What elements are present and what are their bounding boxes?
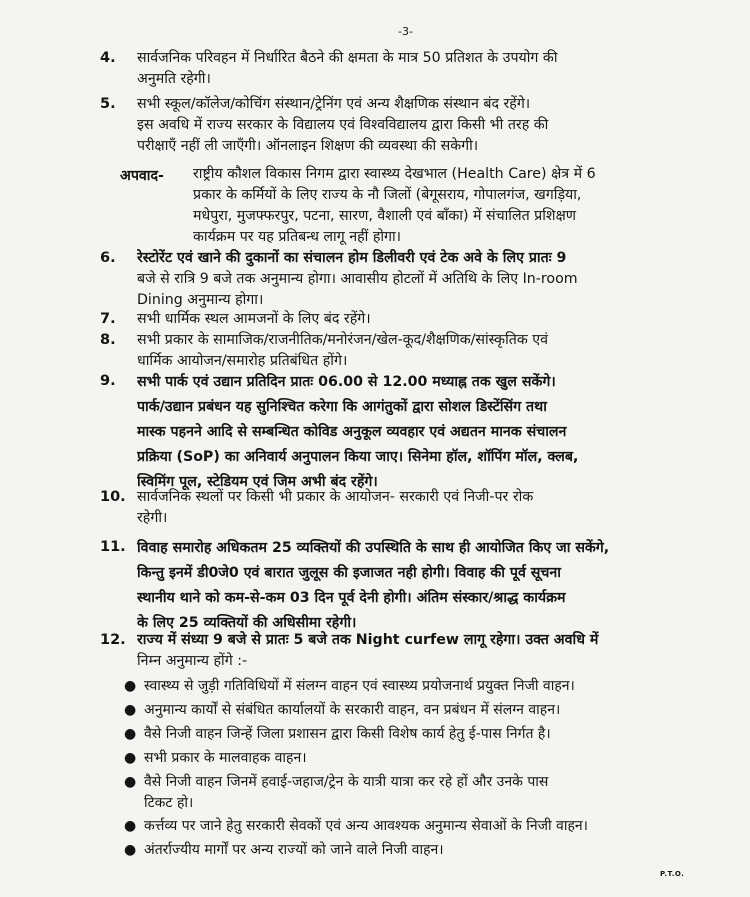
exception-text	[193, 164, 689, 248]
item-number: 11.	[100, 539, 126, 555]
text-line: स्वास्थ्य से जुड़ी गतिविधियों में संलग्न वाहन एवं स्वास्थ्य प्रयोजनार्थ प्रयुक्त निजी वाहन।	[144, 678, 575, 694]
text-line: के लिए 25 व्यक्तियों की अधिसीमा रहेगी।	[137, 615, 357, 631]
item-text	[137, 487, 687, 529]
text-line: सार्वजनिक स्थलों पर किसी भी प्रकार के आयोजन- सरकारी एवं निजी-पर रोक	[137, 489, 534, 505]
text-line: अनुमति रहेगी।	[137, 71, 211, 87]
text-line: वैसे निजी वाहन जिन्हें जिला प्रशासन द्वारा किसी विशेष कार्य हेतु ई-पास निर्गत है।	[144, 726, 551, 742]
text-line: परीक्षाएँ नहीं ली जाएँगी। ऑनलाइन शिक्षण की व्यवस्था की सकेगी।	[137, 138, 479, 154]
text-line: स्विमिंग पूल, स्टेडियम एवं जिम अभी बंद रहेंगे।	[137, 474, 378, 490]
text-line: अंतर्राज्यीय मार्गों पर अन्य राज्यों को जाने वाले निजी वाहन।	[144, 842, 444, 858]
item-text	[137, 536, 687, 636]
item-number: 8.	[100, 332, 116, 348]
text-line: रेस्टोरेंट एवं खाने की दुकानों का संचालन होम डिलीवरी एवं टेक अवे के लिए प्रातः 9	[137, 250, 567, 266]
text-line: किन्तु इनमें डी0जे0 एवं बारात जुलूस की इजाजत नही होगी। विवाह की पूर्व सूचना	[137, 565, 561, 581]
item-text	[137, 309, 687, 330]
text-line: धार्मिक आयोजन/समारोह प्रतिबंधित होंगे।	[137, 353, 348, 369]
text-line: निम्न अनुमान्य होंगे :-	[137, 653, 248, 669]
item-text	[137, 94, 687, 157]
text-line: राज्य में संध्या 9 बजे से प्रातः 5 बजे तक Night curfew लागू रहेगा। उक्त अवधि में	[137, 632, 599, 648]
item-number: 10.	[100, 489, 126, 505]
item-number: 6.	[100, 250, 116, 266]
text-line: इस अवधि में राज्य सरकार के विद्यालय एवं विश्वविद्यालय द्वारा किसी भी तरह की	[137, 117, 549, 133]
item-text	[137, 330, 687, 372]
item-text	[137, 248, 687, 311]
item-number: 12.	[100, 632, 126, 648]
text-line: सभी प्रकार के मालवाहक वाहन।	[144, 750, 307, 766]
bullet-icon: ●	[124, 842, 137, 858]
bullet-icon: ●	[124, 750, 137, 766]
text-line: Dining अनुमान्य होगा।	[137, 292, 264, 308]
item-text	[137, 630, 687, 672]
item-number: 5.	[100, 96, 116, 112]
text-line: सभी धार्मिक स्थल आमजनों के लिए बंद रहेंगे।	[137, 311, 371, 327]
pto-note: P.T.O.	[660, 870, 685, 878]
item-number: 4.	[100, 50, 116, 66]
text-line: सभी प्रकार के सामाजिक/राजनीतिक/मनोरंजन/खेल-कूद/शैक्षणिक/सांस्कृतिक एवं	[137, 332, 548, 348]
text-line: सभी स्कूल/कॉलेज/कोचिंग संस्थान/ट्रेनिंग एवं अन्य शैक्षणिक संस्थान बंद रहेंगे।	[137, 96, 531, 112]
item-text	[137, 48, 687, 90]
item-text	[137, 370, 687, 495]
text-line: सभी पार्क एवं उद्यान प्रतिदिन प्रातः 06.00 से 12.00 मध्याह्न तक खुल सकेंगे।	[137, 374, 556, 390]
text-line: स्थानीय थाने को कम-से-कम 03 दिन पूर्व देनी होगी। अंतिम संस्कार/श्राद्ध कार्यक्रम	[137, 590, 566, 606]
text-line: मास्क पहनने आदि से सम्बन्धित कोविड अनुकूल व्यवहार एवं अद्यतन मानक संचालन	[137, 424, 567, 440]
text-line: प्रक्रिया (SoP) का अनिवार्य अनुपालन किया जाए। सिनेमा हॉल, शॉपिंग मॉल, क्लब,	[137, 449, 579, 465]
exception-label: अपवाद-	[120, 168, 164, 184]
item-number: 9.	[100, 373, 116, 389]
text-line: मधेपुरा, मुजफ्फरपुर, पटना, सारण, वैशाली एवं बाँका) में संचालित प्रशिक्षण	[193, 208, 576, 224]
text-line: राष्ट्रीय कौशल विकास निगम द्वारा स्वास्थ्य देखभाल (Health Care) क्षेत्र में 6	[193, 166, 596, 182]
bullet-icon: ●	[124, 726, 137, 742]
bullet-icon: ●	[124, 818, 137, 834]
text-line: रहेगी।	[137, 510, 168, 526]
item-number: 7.	[100, 311, 116, 327]
text-line: सार्वजनिक परिवहन में निर्धारित बैठने की क्षमता के मात्र 50 प्रतिशत के उपयोग की	[137, 50, 558, 66]
text-line: टिकट हो।	[144, 795, 194, 811]
page-marker: -3-	[398, 25, 413, 38]
text-line: बजे से रात्रि 9 बजे तक अनुमान्य होगा। आवासीय होटलों में अतिथि के लिए In-room	[137, 271, 578, 287]
text-line: कर्त्तव्य पर जाने हेतु सरकारी सेवकों एवं अन्य आवश्यक अनुमान्य सेवाओं के निजी वाहन।	[144, 818, 588, 834]
text-line: विवाह समारोह अधिकतम 25 व्यक्तियों की उपस्थिति के साथ ही आयोजित किए जा सकेंगे,	[137, 540, 610, 556]
text-line: वैसे निजी वाहन जिनमें हवाई-जहाज/ट्रेन के यात्री यात्रा कर रहे हों और उनके पास	[144, 774, 549, 790]
bullet-icon: ●	[124, 678, 137, 694]
text-line: अनुमान्य कार्यों से संबंधित कार्यालयों के सरकारी वाहन, वन प्रबंधन में संलग्न वाहन।	[144, 702, 561, 718]
bullet-icon: ●	[124, 774, 137, 790]
bullet-icon: ●	[124, 702, 137, 718]
text-line: प्रकार के कर्मियों के लिए राज्य के नौ जिलों (बेगूसराय, गोपालगंज, खगड़िया,	[193, 187, 582, 203]
text-line: कार्यक्रम पर यह प्रतिबन्ध लागू नहीं होगा।	[193, 229, 402, 245]
text-line: पार्क/उद्यान प्रबंधन यह सुनिश्चित करेगा कि आगंतुकों द्वारा सोशल डिस्टेंसिंग तथा	[137, 399, 547, 415]
